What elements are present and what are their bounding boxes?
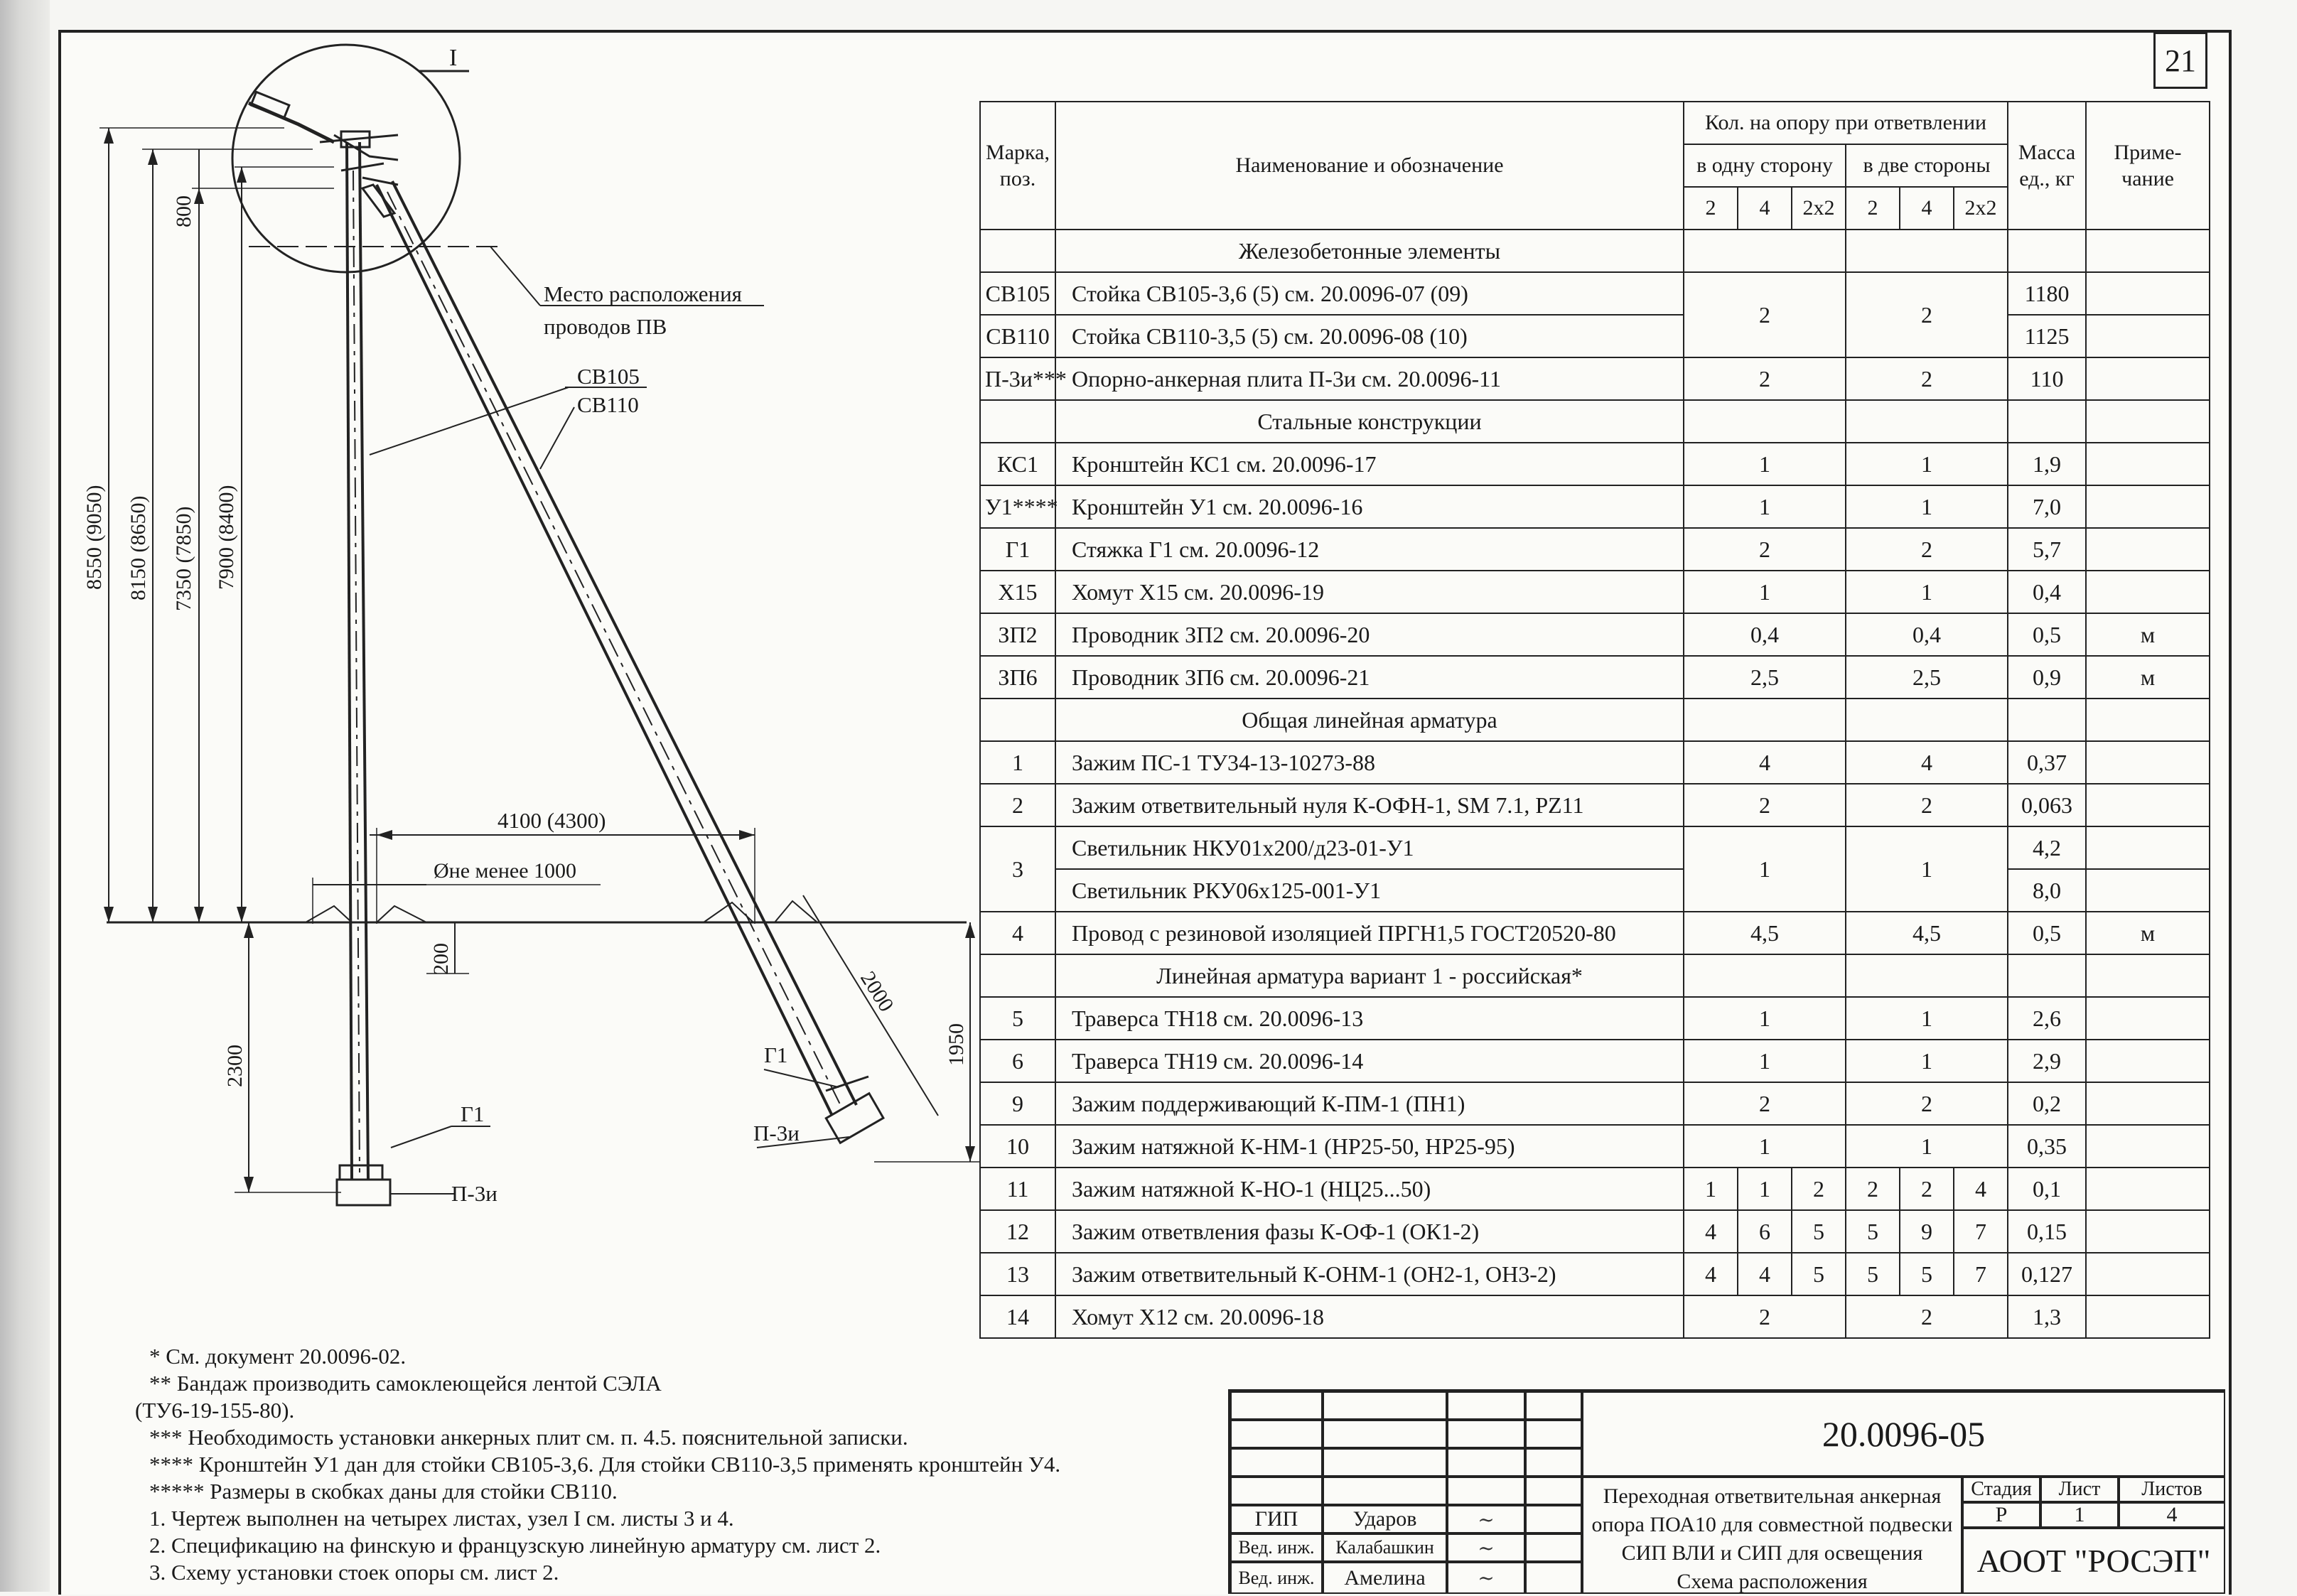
cell-note: м bbox=[2086, 656, 2210, 699]
dim-800-label: 800 bbox=[172, 195, 195, 227]
cell-mark: СВ110 bbox=[980, 315, 1055, 357]
cell-qty: 7 bbox=[1954, 1210, 2008, 1253]
cell-name: Светильник НКУ01х200/д23-01-У1 bbox=[1055, 826, 1684, 869]
cell-note: м bbox=[2086, 613, 2210, 656]
table-row bbox=[980, 315, 2210, 357]
staff-name: Калабашкин bbox=[1323, 1533, 1447, 1562]
note: *** Необходимость установки анкерных плит см. п. 4.5. пояснительной записки. bbox=[149, 1425, 908, 1450]
note: ***** Размеры в скобках даны для стойки СВ110. bbox=[149, 1479, 618, 1504]
hdr-note: Приме- чание bbox=[2086, 102, 2210, 230]
dim-200-label: 200 bbox=[429, 943, 453, 975]
cell-mark: 12 bbox=[980, 1210, 1055, 1253]
p3i-right-label: П-3и bbox=[753, 1121, 800, 1145]
table-row bbox=[980, 571, 2210, 613]
p3i-left-label: П-3и bbox=[451, 1181, 497, 1206]
sv105-leader bbox=[370, 387, 569, 455]
section-title: Линейная арматура вариант 1 - российская* bbox=[1055, 954, 1684, 997]
cell-mass: 1,9 bbox=[2008, 443, 2086, 485]
cell-qty-two: 1 bbox=[1846, 1125, 2008, 1168]
cell-qty-one: 1 bbox=[1684, 571, 1846, 613]
dim-1950-label: 1950 bbox=[945, 1023, 968, 1066]
cell-mass: 1180 bbox=[2008, 272, 2086, 315]
cell-name: Кронштейн У1 см. 20.0096-16 bbox=[1055, 485, 1684, 528]
cell-name: Стойка СВ110-3,5 (5) см. 20.0096-08 (10) bbox=[1055, 315, 1684, 357]
cell-qty-two: 2 bbox=[1846, 784, 2008, 826]
cell-name: Хомут Х15 см. 20.0096-19 bbox=[1055, 571, 1684, 613]
cell-qty-one: 2 bbox=[1684, 1082, 1846, 1125]
cell-mass: 110 bbox=[2008, 357, 2086, 400]
document-code: 20.0096-05 bbox=[1582, 1391, 2225, 1477]
cell-mark: 3 bbox=[980, 826, 1055, 912]
cell-mass: 7,0 bbox=[2008, 485, 2086, 528]
cell-name: Стойка СВ105-3,6 (5) см. 20.0096-07 (09) bbox=[1055, 272, 1684, 315]
cell-mass: 2,6 bbox=[2008, 997, 2086, 1040]
cell-qty-one: 1 bbox=[1684, 1125, 1846, 1168]
cell-qty-one: 1 bbox=[1684, 997, 1846, 1040]
cell-mass: 5,7 bbox=[2008, 528, 2086, 571]
cell-qty-one: 2 bbox=[1684, 272, 1846, 357]
sv105-label: СВ105 bbox=[577, 364, 640, 389]
cell-mark: 13 bbox=[980, 1253, 1055, 1295]
table-row bbox=[980, 485, 2210, 528]
organization: АООТ "РОСЭП" bbox=[1962, 1528, 2225, 1594]
cell-mass: 0,5 bbox=[2008, 613, 2086, 656]
cell-name: Зажим ПС-1 ТУ34-13-10273-88 bbox=[1055, 741, 1684, 784]
cell-name: Зажим поддерживающий К-ПМ-1 (ПН1) bbox=[1055, 1082, 1684, 1125]
cell-qty: 5 bbox=[1792, 1253, 1846, 1295]
table-row bbox=[980, 869, 2210, 912]
dim-2000-line bbox=[803, 895, 938, 1116]
sheet-header: Лист bbox=[2040, 1477, 2119, 1502]
cell-qty-one: 0,4 bbox=[1684, 613, 1846, 656]
cell-mark: 11 bbox=[980, 1168, 1055, 1210]
cell-mass: 1125 bbox=[2008, 315, 2086, 357]
grid-cell bbox=[1230, 1477, 1323, 1505]
cell-qty-two: 2 bbox=[1846, 1295, 2008, 1338]
cell-name: Проводник ЗП6 см. 20.0096-21 bbox=[1055, 656, 1684, 699]
table-row bbox=[980, 997, 2210, 1040]
sheets-header: Листов bbox=[2119, 1477, 2225, 1502]
sheet-number: 21 bbox=[2153, 32, 2207, 89]
title-line: Переходная ответвительная анкерная bbox=[1603, 1484, 1942, 1508]
grid-cell bbox=[1323, 1448, 1447, 1477]
grid-cell bbox=[1323, 1477, 1447, 1505]
cell-qty: 1 bbox=[1738, 1168, 1792, 1210]
notes-block bbox=[135, 1343, 1244, 1586]
cell-qty-one: 1 bbox=[1684, 443, 1846, 485]
grid-cell bbox=[1230, 1391, 1323, 1420]
table-row bbox=[980, 1210, 2210, 1253]
signature: ~ bbox=[1447, 1505, 1525, 1533]
note: 3. Схему установки стоек опоры см. лист 2. bbox=[149, 1560, 559, 1585]
cell-qty: 2 bbox=[1846, 1168, 1900, 1210]
cell-qty: 2 bbox=[1900, 1168, 1954, 1210]
hdr-mark: Марка, поз. bbox=[980, 102, 1055, 230]
grid-cell bbox=[1525, 1391, 1582, 1420]
post-base-ring bbox=[340, 1165, 382, 1180]
section-title: Общая линейная арматура bbox=[1055, 699, 1684, 741]
cell-mass: 0,063 bbox=[2008, 784, 2086, 826]
note: **** Кронштейн У1 дан для стойки СВ105-3,6. Для стойки СВ110-3,5 применять кронштейн У4. bbox=[149, 1452, 1061, 1477]
cell-qty: 1 bbox=[1684, 1168, 1738, 1210]
header-row-1 bbox=[980, 102, 2210, 144]
grid-cell bbox=[1525, 1420, 1582, 1448]
table-row bbox=[980, 1125, 2210, 1168]
grid-cell bbox=[1447, 1420, 1525, 1448]
cell-mass: 0,15 bbox=[2008, 1210, 2086, 1253]
cell-qty-one: 2 bbox=[1684, 357, 1846, 400]
cell-mass: 0,127 bbox=[2008, 1253, 2086, 1295]
cell-qty: 4 bbox=[1684, 1253, 1738, 1295]
cell-mass: 0,1 bbox=[2008, 1168, 2086, 1210]
document-title bbox=[1582, 1477, 1962, 1594]
stage-value: Р bbox=[1962, 1502, 2040, 1528]
section-row bbox=[980, 400, 2210, 443]
section-row bbox=[980, 699, 2210, 741]
cell-mark: У1**** bbox=[980, 485, 1055, 528]
hdr-col: 2 bbox=[1684, 187, 1738, 230]
cell-name: Опорно-анкерная плита П-3и см. 20.0096-11 bbox=[1055, 357, 1684, 400]
cell-mark: Х15 bbox=[980, 571, 1055, 613]
hdr-col: 4 bbox=[1900, 187, 1954, 230]
cell-mass: 0,5 bbox=[2008, 912, 2086, 954]
cell-qty-one: 2 bbox=[1684, 1295, 1846, 1338]
grid-cell bbox=[1525, 1448, 1582, 1477]
cell-qty-one: 1 bbox=[1684, 826, 1846, 912]
cell-mark: 9 bbox=[980, 1082, 1055, 1125]
cell-mass: 0,35 bbox=[2008, 1125, 2086, 1168]
cell-note: м bbox=[2086, 912, 2210, 954]
grid-cell bbox=[1230, 1420, 1323, 1448]
hdr-col: 2х2 bbox=[1792, 187, 1846, 230]
cell-mark: ЗП2 bbox=[980, 613, 1055, 656]
cell-mark: СВ105 bbox=[980, 272, 1055, 315]
cell-name: Зажим натяжной К-НО-1 (НЦ25...50) bbox=[1055, 1168, 1684, 1210]
hdr-col: 2 bbox=[1846, 187, 1900, 230]
cell-mark: 1 bbox=[980, 741, 1055, 784]
cell-mark: П-3и*** bbox=[980, 357, 1055, 400]
cell-qty-two: 1 bbox=[1846, 997, 2008, 1040]
cell-mark: 4 bbox=[980, 912, 1055, 954]
cell-qty: 4 bbox=[1684, 1210, 1738, 1253]
table-row bbox=[980, 741, 2210, 784]
table-row bbox=[980, 1040, 2210, 1082]
grid-cell bbox=[1230, 1448, 1323, 1477]
dim-8150-label: 8150 (8650) bbox=[127, 495, 150, 600]
cell-mark: 10 bbox=[980, 1125, 1055, 1168]
dim-diameter-label: Øне менее 1000 bbox=[434, 859, 577, 883]
wire-location-label-2: проводов ПВ bbox=[544, 314, 667, 339]
cell-qty-one: 1 bbox=[1684, 1040, 1846, 1082]
wire-leader bbox=[490, 247, 540, 306]
section-row bbox=[980, 954, 2210, 997]
g1-right-label: Г1 bbox=[764, 1042, 788, 1067]
cell-mass: 0,4 bbox=[2008, 571, 2086, 613]
cell-name: Зажим натяжной К-НМ-1 (НР25-50, НР25-95) bbox=[1055, 1125, 1684, 1168]
grid-cell bbox=[1447, 1448, 1525, 1477]
cell-qty-two: 1 bbox=[1846, 571, 2008, 613]
stage-header: Стадия bbox=[1962, 1477, 2040, 1502]
staff-name: Ударов bbox=[1323, 1505, 1447, 1533]
wire-location-label-1: Место расположения bbox=[544, 281, 742, 306]
dim-8550-label: 8550 (9050) bbox=[82, 485, 106, 590]
hdr-mass: Масса ед., кг bbox=[2008, 102, 2086, 230]
hdr-one-side: в одну сторону bbox=[1684, 144, 1846, 187]
hdr-col: 4 bbox=[1738, 187, 1792, 230]
grid-cell bbox=[1525, 1477, 1582, 1505]
main-post-right bbox=[360, 142, 368, 1180]
cell-mark: 6 bbox=[980, 1040, 1055, 1082]
cell-qty-one: 4 bbox=[1684, 741, 1846, 784]
table-row bbox=[980, 826, 2210, 869]
node-label: I bbox=[449, 45, 458, 71]
cell-mark: 2 bbox=[980, 784, 1055, 826]
anchor-plate-right bbox=[826, 1094, 883, 1143]
hdr-two-sides: в две стороны bbox=[1846, 144, 2008, 187]
staff-name: Амелина bbox=[1323, 1562, 1447, 1594]
note: (ТУ6-19-155-80). bbox=[135, 1398, 295, 1423]
cell-qty: 5 bbox=[1792, 1210, 1846, 1253]
cell-qty-one: 2,5 bbox=[1684, 656, 1846, 699]
grid-cell bbox=[1323, 1420, 1447, 1448]
cell-qty-two: 1 bbox=[1846, 485, 2008, 528]
grid-cell bbox=[1525, 1505, 1582, 1533]
staff-role: Вед. инж. bbox=[1230, 1562, 1323, 1594]
sheets-value: 4 bbox=[2119, 1502, 2225, 1528]
table-row bbox=[980, 1295, 2210, 1338]
grid-cell bbox=[1447, 1391, 1525, 1420]
cell-name: Зажим ответвительный К-ОНМ-1 (ОН2-1, ОН3-2) bbox=[1055, 1253, 1684, 1295]
cell-mark: Г1 bbox=[980, 528, 1055, 571]
dim-7350-label: 7350 (7850) bbox=[172, 506, 195, 611]
dim-2300-label: 2300 bbox=[223, 1045, 247, 1087]
cell-qty-one: 2 bbox=[1684, 528, 1846, 571]
cell-mass: 2,9 bbox=[2008, 1040, 2086, 1082]
cell-qty-two: 1 bbox=[1846, 1040, 2008, 1082]
cell-qty-two: 2 bbox=[1846, 357, 2008, 400]
title-block bbox=[1228, 1389, 2225, 1594]
anchor-plate-left bbox=[337, 1180, 390, 1205]
cell-name: Траверса ТН19 см. 20.0096-14 bbox=[1055, 1040, 1684, 1082]
g1-left-leader bbox=[391, 1126, 451, 1148]
specification-table bbox=[979, 101, 2210, 1339]
cell-mark: 5 bbox=[980, 997, 1055, 1040]
cell-qty: 9 bbox=[1900, 1210, 1954, 1253]
cell-qty: 5 bbox=[1846, 1210, 1900, 1253]
sheet-value: 1 bbox=[2040, 1502, 2119, 1528]
dim-4100-label: 4100 (4300) bbox=[497, 808, 606, 833]
section-row bbox=[980, 230, 2210, 272]
cell-qty: 4 bbox=[1738, 1253, 1792, 1295]
note: 2. Спецификацию на финскую и французскую линейную арматуру см. лист 2. bbox=[149, 1533, 881, 1558]
cell-qty-two: 0,4 bbox=[1846, 613, 2008, 656]
sv110-label: СВ110 bbox=[577, 392, 639, 417]
note: ** Бандаж производить самоклеющейся лентой СЭЛА bbox=[149, 1371, 662, 1396]
cell-qty: 7 bbox=[1954, 1253, 2008, 1295]
cell-qty: 5 bbox=[1900, 1253, 1954, 1295]
title-line: Схема расположения bbox=[1677, 1570, 1868, 1593]
cell-qty-two: 2 bbox=[1846, 1082, 2008, 1125]
note: 1. Чертеж выполнен на четырех листах, узел I см. листы 3 и 4. bbox=[149, 1506, 734, 1531]
cell-name: Стяжка Г1 см. 20.0096-12 bbox=[1055, 528, 1684, 571]
section-title: Железобетонные элементы bbox=[1055, 230, 1684, 272]
table-row bbox=[980, 912, 2210, 954]
title-line: опора ПОА10 для совместной подвески bbox=[1591, 1513, 1953, 1536]
cell-mark: КС1 bbox=[980, 443, 1055, 485]
table-row bbox=[980, 784, 2210, 826]
cell-name: Проводник ЗП2 см. 20.0096-20 bbox=[1055, 613, 1684, 656]
dim-7900-label: 7900 (8400) bbox=[215, 485, 238, 590]
cell-mass: 0,37 bbox=[2008, 741, 2086, 784]
table-row bbox=[980, 357, 2210, 400]
cell-name: Траверса ТН18 см. 20.0096-13 bbox=[1055, 997, 1684, 1040]
cell-name: Провод с резиновой изоляцией ПРГН1,5 ГОСТ20520-80 bbox=[1055, 912, 1684, 954]
table-row bbox=[980, 528, 2210, 571]
g1-left-label: Г1 bbox=[461, 1101, 485, 1126]
table-row bbox=[980, 443, 2210, 485]
cell-name: Кронштейн КС1 см. 20.0096-17 bbox=[1055, 443, 1684, 485]
cell-qty-two: 2 bbox=[1846, 272, 2008, 357]
cell-name: Зажим ответвительный нуля К-ОФН-1, SM 7.1, PZ11 bbox=[1055, 784, 1684, 826]
cell-qty: 4 bbox=[1954, 1168, 2008, 1210]
cell-qty: 2 bbox=[1792, 1168, 1846, 1210]
sv110-leader bbox=[540, 407, 574, 469]
cell-mass: 1,3 bbox=[2008, 1295, 2086, 1338]
table-row bbox=[980, 1253, 2210, 1295]
signature: ~ bbox=[1447, 1533, 1525, 1562]
cell-qty-two: 4 bbox=[1846, 741, 2008, 784]
cell-qty: 6 bbox=[1738, 1210, 1792, 1253]
hdr-qty: Кол. на опору при ответвлении bbox=[1684, 102, 2008, 144]
cell-qty-two: 1 bbox=[1846, 443, 2008, 485]
cell-mass: 4,2 bbox=[2008, 826, 2086, 869]
main-post-left bbox=[347, 142, 352, 1180]
signature: ~ bbox=[1447, 1562, 1525, 1594]
cell-qty-two: 4,5 bbox=[1846, 912, 2008, 954]
cell-qty-one: 4,5 bbox=[1684, 912, 1846, 954]
hdr-col: 2х2 bbox=[1954, 187, 2008, 230]
staff-role: ГИП bbox=[1230, 1505, 1323, 1533]
cell-mass: 8,0 bbox=[2008, 869, 2086, 912]
cell-qty-one: 2 bbox=[1684, 784, 1846, 826]
cell-mass: 0,2 bbox=[2008, 1082, 2086, 1125]
cell-mark: ЗП6 bbox=[980, 656, 1055, 699]
main-post-axis bbox=[353, 171, 360, 1172]
grid-cell bbox=[1525, 1562, 1582, 1594]
cell-qty-one: 1 bbox=[1684, 485, 1846, 528]
cell-name: Светильник РКУ06х125-001-У1 bbox=[1055, 869, 1684, 912]
cell-qty-two: 2 bbox=[1846, 528, 2008, 571]
cell-mass: 0,9 bbox=[2008, 656, 2086, 699]
table-row bbox=[980, 272, 2210, 315]
table-row bbox=[980, 1082, 2210, 1125]
grid-cell bbox=[1525, 1533, 1582, 1562]
section-title: Стальные конструкции bbox=[1055, 400, 1684, 443]
table-row bbox=[980, 613, 2210, 656]
dim-2000-label: 2000 bbox=[856, 967, 898, 1016]
table-row bbox=[980, 1168, 2210, 1210]
grid-cell bbox=[1323, 1391, 1447, 1420]
hdr-name: Наименование и обозначение bbox=[1055, 102, 1684, 230]
cell-qty: 5 bbox=[1846, 1253, 1900, 1295]
cell-name: Хомут Х12 см. 20.0096-18 bbox=[1055, 1295, 1684, 1338]
cell-mark: 14 bbox=[980, 1295, 1055, 1338]
table-row bbox=[980, 656, 2210, 699]
title-line: СИП ВЛИ и СИП для освещения bbox=[1621, 1541, 1923, 1565]
note: * См. документ 20.0096-02. bbox=[149, 1344, 407, 1369]
cell-name: Зажим ответвления фазы К-ОФ-1 (ОК1-2) bbox=[1055, 1210, 1684, 1253]
cell-qty-two: 2,5 bbox=[1846, 656, 2008, 699]
grid-cell bbox=[1447, 1477, 1525, 1505]
staff-role: Вед. инж. bbox=[1230, 1533, 1323, 1562]
cell-qty-two: 1 bbox=[1846, 826, 2008, 912]
